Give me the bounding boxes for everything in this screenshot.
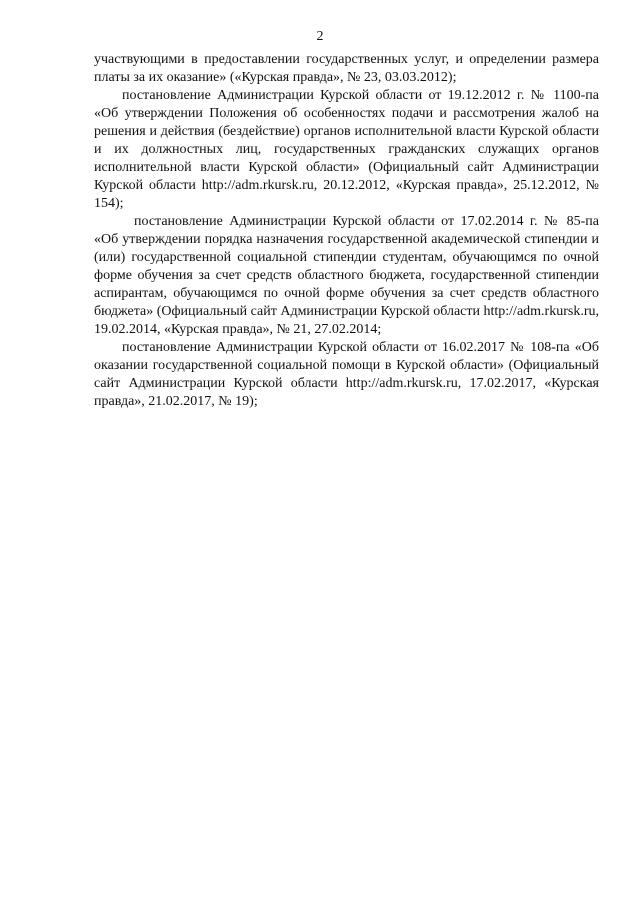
document-body	[94, 51, 599, 411]
paragraph-resolution-85-pa: постановление Администрации Курской области от 17.02.2014 г. № 85-па «Об утверждении порядка назначения государственной академической стипендии и (или) государственной социальной стипендии студентам, обучающимся по очной форме обучения за счет средств областного бюджета, государственной стипендии аспирантам, обучающимся по очной форме обучения за счет средств областного бюджета» (Официальный сайт Администрации Курской области http://adm.rkursk.ru, 19.02.2014, «Курская правда», № 21, 27.02.2014;	[94, 214, 599, 337]
paragraph-resolution-1100-pa: постановление Администрации Курской области от 19.12.2012 г. № 1100-па «Об утверждении Положения об особенностях подачи и рассмотрения жалоб на решения и действия (бездействие) органов исполнительной власти Курской области и их должностных лиц, государственных гражданских служащих органов исполнительной власти Курской области» (Официальный сайт Администрации Курской области http://adm.rkursk.ru, 20.12.2012, «Курская правда», 25.12.2012, № 154);	[94, 88, 599, 211]
paragraph-resolution-108-pa: постановление Администрации Курской области от 16.02.2017 № 108-па «Об оказании государственной социальной помощи в Курской области» (Официальный сайт Администрации Курской области http://adm.rkursk.ru, 17.02.2017, «Курская правда», 21.02.2017, № 19);	[94, 340, 599, 409]
page-number: 2	[316, 29, 324, 44]
paragraph-continuation: участвующими в предоставлении государственных услуг, и определении размера платы за их оказание» («Курская правда», № 23, 03.03.2012);	[94, 52, 599, 85]
